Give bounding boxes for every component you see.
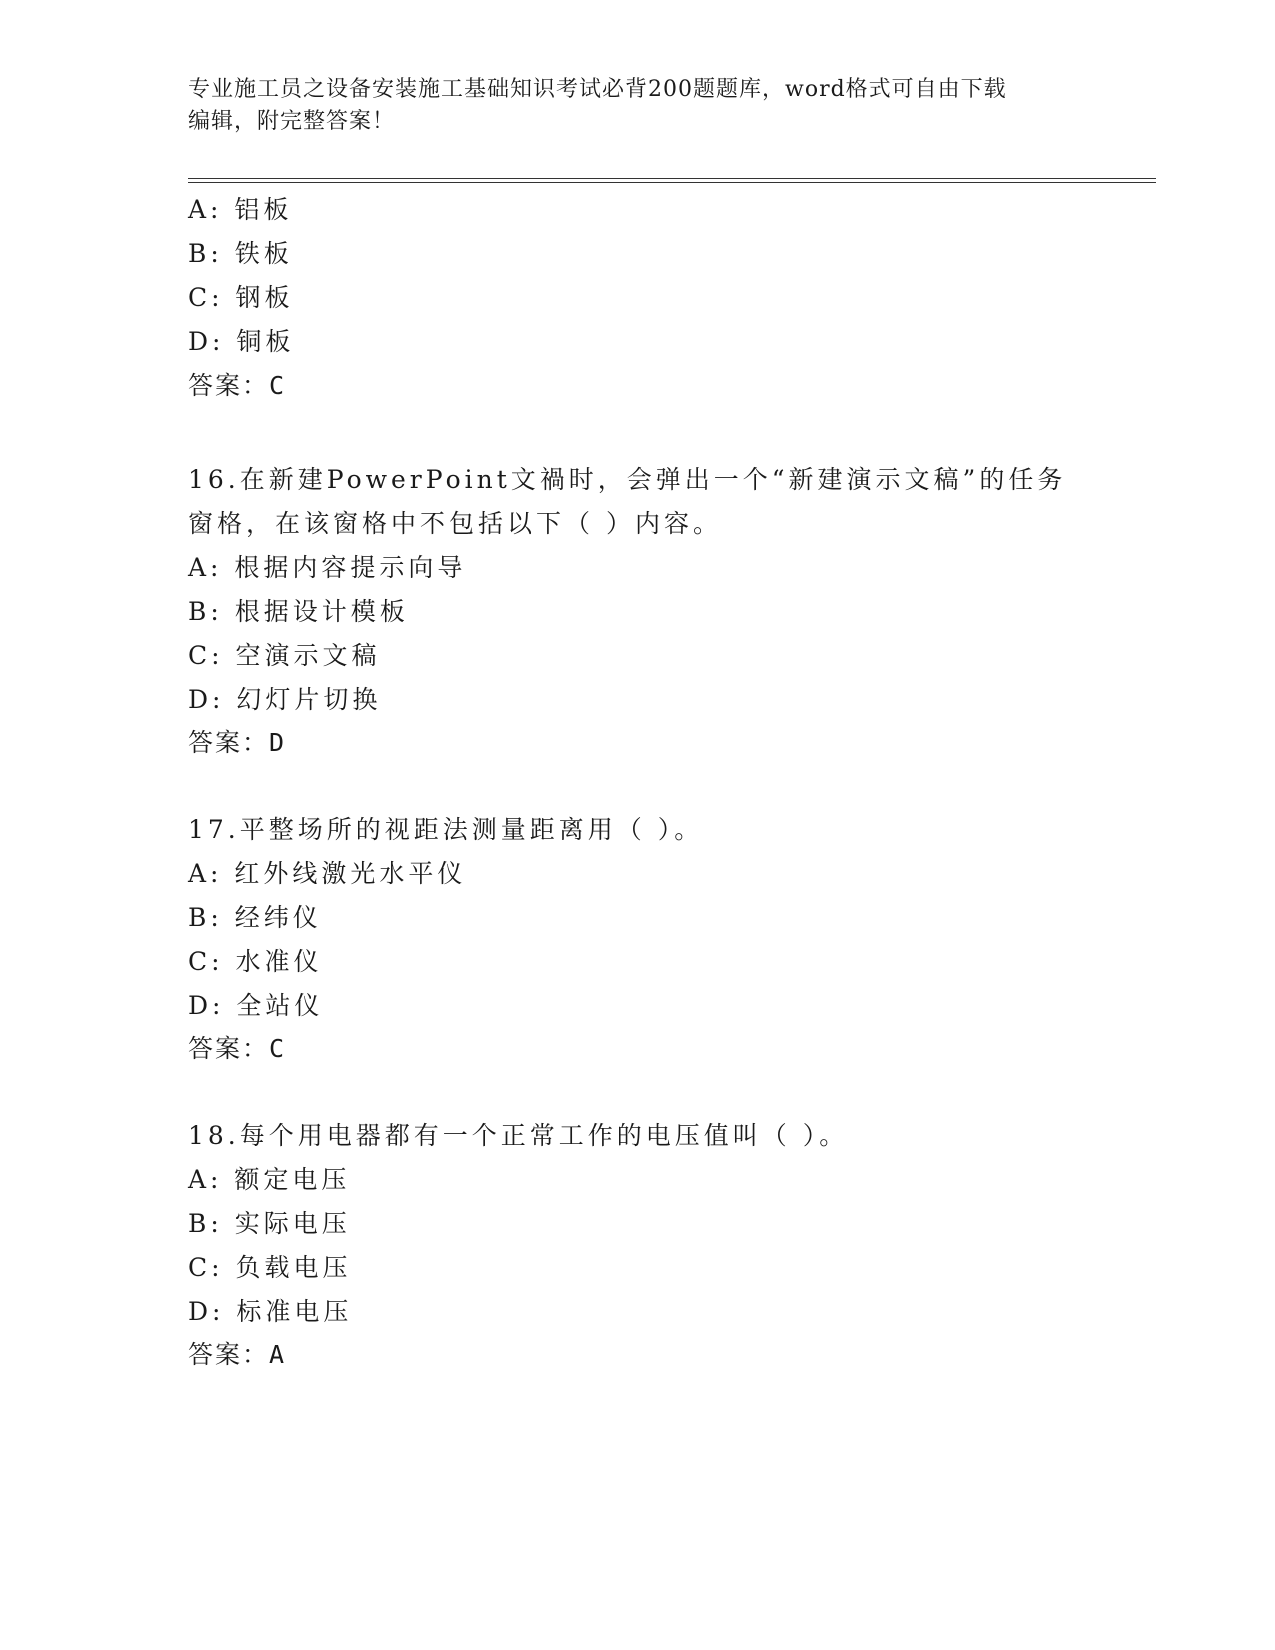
document-header <box>188 74 1088 138</box>
option-b: B: 实际电压 <box>188 1209 351 1238</box>
answer-label: 答案： <box>188 1034 270 1063</box>
answer-value: C <box>269 371 287 400</box>
answer-label: 答案： <box>188 371 270 400</box>
header-line-2: 编辑，附完整答案！ <box>188 109 396 134</box>
answer-value: A <box>269 1340 287 1369</box>
option-c: C: 负载电压 <box>188 1253 352 1282</box>
option-d: D: 幻灯片切换 <box>188 685 382 714</box>
header-line-1: 专业施工员之设备安装施工基础知识考试必背200题题库，word格式可自由下载 <box>188 77 1007 102</box>
answer-line <box>188 369 286 403</box>
answer-label: 答案： <box>188 1340 270 1369</box>
option-a: A: 红外线激光水平仪 <box>188 859 467 888</box>
question-stem-line-2: 窗格，在该窗格中不包括以下（ ）内容。 <box>188 509 722 538</box>
header-divider-bottom <box>188 182 1156 183</box>
option-d: D: 标准电压 <box>188 1297 353 1326</box>
option-b: B: 铁板 <box>188 239 293 268</box>
answer-value: C <box>269 1034 287 1063</box>
option-c: C: 钢板 <box>188 283 294 312</box>
question-stem-line-1: 18.每个用电器都有一个正常工作的电压值叫（ ）。 <box>188 1121 849 1150</box>
answer-label: 答案： <box>188 728 270 757</box>
answer-line <box>188 726 286 760</box>
answer-line <box>188 1338 286 1372</box>
question-stem-line-1: 17.平整场所的视距法测量距离用（ ）。 <box>188 815 704 844</box>
option-d: D: 全站仪 <box>188 991 324 1020</box>
option-a: A: 根据内容提示向导 <box>188 553 467 582</box>
option-a: A: 额定电压 <box>188 1165 351 1194</box>
header-divider-top <box>188 178 1156 179</box>
option-d: D: 铜板 <box>188 327 295 356</box>
answer-line <box>188 1032 286 1066</box>
option-b: B: 经纬仪 <box>188 903 322 932</box>
option-c: C: 空演示文稿 <box>188 641 381 670</box>
option-b: B: 根据设计模板 <box>188 597 409 626</box>
option-a: A: 铝板 <box>188 195 293 224</box>
option-c: C: 水准仪 <box>188 947 323 976</box>
answer-value: D <box>269 728 287 757</box>
question-stem-line-1: 16.在新建PowerPoint文禍时，会弹出一个“新建演示文稿”的任务 <box>188 465 1067 494</box>
